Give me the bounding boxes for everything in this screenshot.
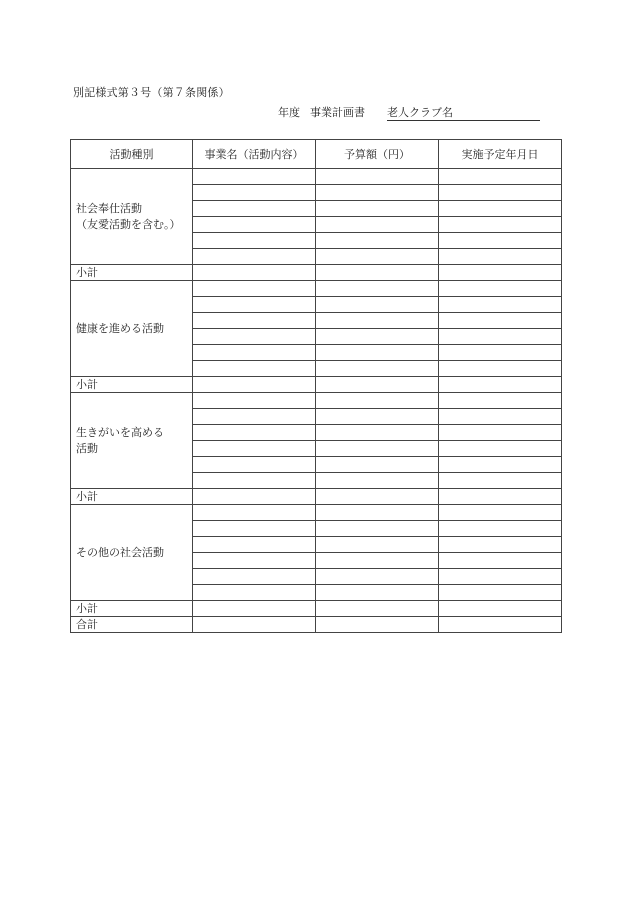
project-name-cell[interactable]	[193, 601, 316, 617]
budget-cell[interactable]	[316, 361, 439, 377]
project-name-cell[interactable]	[193, 457, 316, 473]
schedule-date-cell[interactable]	[439, 361, 562, 377]
project-name-cell[interactable]	[193, 313, 316, 329]
schedule-date-cell[interactable]	[439, 601, 562, 617]
schedule-date-cell[interactable]	[439, 505, 562, 521]
activity-category-cell	[71, 169, 193, 265]
table-row	[71, 505, 562, 521]
budget-cell[interactable]	[316, 393, 439, 409]
project-name-cell[interactable]	[193, 329, 316, 345]
document-title: 事業計画書	[310, 106, 365, 119]
subtotal-row	[71, 377, 562, 393]
table-row	[71, 393, 562, 409]
project-name-cell[interactable]	[193, 553, 316, 569]
budget-cell[interactable]	[316, 281, 439, 297]
subtotal-row	[71, 265, 562, 281]
business-plan-table	[70, 139, 562, 633]
activity-category-cell	[71, 393, 193, 489]
project-name-cell[interactable]	[193, 169, 316, 185]
project-name-cell[interactable]	[193, 473, 316, 489]
project-name-cell[interactable]	[193, 281, 316, 297]
project-name-cell[interactable]	[193, 569, 316, 585]
activity-category-cell	[71, 505, 193, 601]
budget-cell[interactable]	[316, 233, 439, 249]
column-header-project-name: 事業名（活動内容）	[193, 140, 316, 169]
year-label: 年度	[278, 106, 300, 119]
total-label: 合計	[71, 617, 193, 633]
project-name-cell[interactable]	[193, 377, 316, 393]
subtotal-row	[71, 489, 562, 505]
schedule-date-cell[interactable]	[439, 249, 562, 265]
project-name-cell[interactable]	[193, 393, 316, 409]
schedule-date-cell[interactable]	[439, 377, 562, 393]
table-row	[71, 281, 562, 297]
budget-cell[interactable]	[316, 473, 439, 489]
budget-cell[interactable]	[316, 249, 439, 265]
project-name-cell[interactable]	[193, 185, 316, 201]
total-row	[71, 617, 562, 633]
budget-cell[interactable]	[316, 457, 439, 473]
document-title-line	[278, 104, 540, 121]
budget-cell[interactable]	[316, 569, 439, 585]
schedule-date-cell[interactable]	[439, 201, 562, 217]
activity-category-label: 生きがいを高める	[76, 425, 164, 439]
subtotal-label: 小計	[71, 489, 193, 505]
activity-category-label: その他の社会活動	[76, 545, 164, 559]
budget-cell[interactable]	[316, 185, 439, 201]
table-row	[71, 169, 562, 185]
subtotal-label: 小計	[71, 265, 193, 281]
budget-cell[interactable]	[316, 441, 439, 457]
budget-cell[interactable]	[316, 553, 439, 569]
schedule-date-cell[interactable]	[439, 297, 562, 313]
budget-cell[interactable]	[316, 617, 439, 633]
club-name-label: 老人クラブ名	[387, 106, 453, 119]
budget-cell[interactable]	[316, 537, 439, 553]
budget-cell[interactable]	[316, 265, 439, 281]
schedule-date-cell[interactable]	[439, 169, 562, 185]
budget-cell[interactable]	[316, 297, 439, 313]
schedule-date-cell[interactable]	[439, 393, 562, 409]
column-header-budget: 予算額（円）	[316, 140, 439, 169]
schedule-date-cell[interactable]	[439, 281, 562, 297]
schedule-date-cell[interactable]	[439, 569, 562, 585]
project-name-cell[interactable]	[193, 425, 316, 441]
budget-cell[interactable]	[316, 425, 439, 441]
project-name-cell[interactable]	[193, 409, 316, 425]
subtotal-label: 小計	[71, 377, 193, 393]
schedule-date-cell[interactable]	[439, 537, 562, 553]
schedule-date-cell[interactable]	[439, 265, 562, 281]
club-name-field[interactable]	[387, 104, 540, 121]
schedule-date-cell[interactable]	[439, 457, 562, 473]
budget-cell[interactable]	[316, 201, 439, 217]
activity-category-label: （友愛活動を含む。）	[76, 217, 181, 231]
budget-cell[interactable]	[316, 505, 439, 521]
project-name-cell[interactable]	[193, 521, 316, 537]
schedule-date-cell[interactable]	[439, 617, 562, 633]
schedule-date-cell[interactable]	[439, 217, 562, 233]
schedule-date-cell[interactable]	[439, 409, 562, 425]
project-name-cell[interactable]	[193, 297, 316, 313]
project-name-cell[interactable]	[193, 233, 316, 249]
budget-cell[interactable]	[316, 521, 439, 537]
schedule-date-cell[interactable]	[439, 313, 562, 329]
budget-cell[interactable]	[316, 409, 439, 425]
budget-cell[interactable]	[316, 169, 439, 185]
project-name-cell[interactable]	[193, 249, 316, 265]
project-name-cell[interactable]	[193, 617, 316, 633]
schedule-date-cell[interactable]	[439, 425, 562, 441]
budget-cell[interactable]	[316, 585, 439, 601]
subtotal-row	[71, 601, 562, 617]
project-name-cell[interactable]	[193, 585, 316, 601]
schedule-date-cell[interactable]	[439, 329, 562, 345]
project-name-cell[interactable]	[193, 265, 316, 281]
budget-cell[interactable]	[316, 601, 439, 617]
budget-cell[interactable]	[316, 377, 439, 393]
schedule-date-cell[interactable]	[439, 553, 562, 569]
project-name-cell[interactable]	[193, 537, 316, 553]
schedule-date-cell[interactable]	[439, 441, 562, 457]
project-name-cell[interactable]	[193, 489, 316, 505]
budget-cell[interactable]	[316, 345, 439, 361]
budget-cell[interactable]	[316, 313, 439, 329]
schedule-date-cell[interactable]	[439, 521, 562, 537]
project-name-cell[interactable]	[193, 345, 316, 361]
column-header-schedule-date: 実施予定年月日	[439, 140, 562, 169]
schedule-date-cell[interactable]	[439, 233, 562, 249]
schedule-date-cell[interactable]	[439, 585, 562, 601]
activity-category-label: 活動	[76, 441, 98, 455]
column-header-activity-type: 活動種別	[71, 140, 193, 169]
schedule-date-cell[interactable]	[439, 473, 562, 489]
table-header-row	[71, 140, 562, 169]
schedule-date-cell[interactable]	[439, 345, 562, 361]
budget-cell[interactable]	[316, 329, 439, 345]
project-name-cell[interactable]	[193, 441, 316, 457]
project-name-cell[interactable]	[193, 505, 316, 521]
activity-category-label: 社会奉仕活動	[76, 201, 142, 215]
form-identifier: 別記様式第３号（第７条関係）	[73, 86, 230, 99]
project-name-cell[interactable]	[193, 217, 316, 233]
budget-cell[interactable]	[316, 489, 439, 505]
budget-cell[interactable]	[316, 217, 439, 233]
table-body	[71, 169, 562, 633]
activity-category-cell	[71, 281, 193, 377]
schedule-date-cell[interactable]	[439, 185, 562, 201]
activity-category-label: 健康を進める活動	[76, 321, 164, 335]
project-name-cell[interactable]	[193, 201, 316, 217]
schedule-date-cell[interactable]	[439, 489, 562, 505]
subtotal-label: 小計	[71, 601, 193, 617]
project-name-cell[interactable]	[193, 361, 316, 377]
